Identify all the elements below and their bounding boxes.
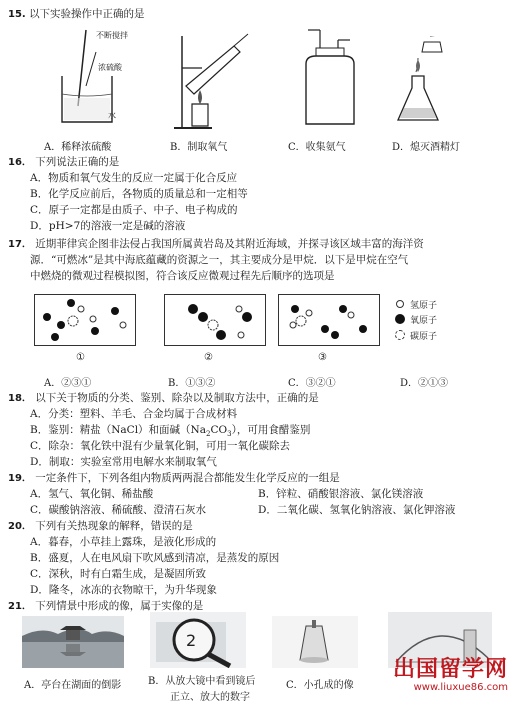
test-tube-icon (186, 46, 240, 94)
collecting-bottle-icon (306, 56, 354, 124)
hydrogen-atom-icon (236, 306, 242, 312)
q18-option-d: D．制取：实验室常用电解水来制取氧气 (30, 456, 217, 468)
q20-option-d: D．隆冬，冰冻的衣物晾干，为升华现象 (30, 584, 217, 596)
q20-number: 20． (8, 521, 32, 532)
q21-stem: 下列情景中形成的像，属于实像的是 (35, 600, 204, 612)
q18-option-a: A．分类：塑料、羊毛、合金均属于合成材料 (30, 408, 238, 420)
q21-caption-a: A．亭台在湖面的倒影 (24, 680, 122, 691)
hydrogen-atom-icon (90, 316, 96, 322)
oxygen-atom-icon (291, 305, 299, 313)
carbon-atom-icon (296, 316, 306, 326)
q18-number: 18． (8, 393, 32, 404)
q17-stem-1: 近期菲律宾企图非法侵占我国所属黄岩岛及其附近海域，并探寻该区域丰富的海洋资 (35, 238, 424, 250)
legend-oxygen: 氧原子 (410, 316, 438, 326)
q19-stem: 一定条件下，下列各组内物质两两混合都能发生化学反应的一组是 (35, 472, 340, 484)
q20-option-a: A．暮春，小草挂上露珠，是液化形成的 (30, 536, 217, 548)
carbon-atom-icon (208, 320, 218, 330)
lamp-extinguish-illustration (394, 36, 454, 128)
q18-stem: 以下关于物质的分类、鉴别、除杂以及制取方法中，正确的是 (35, 392, 319, 404)
stopper-icon (316, 48, 344, 56)
oxygen-apparatus-illustration (172, 28, 252, 132)
q17-option-a: A．②③① (44, 378, 92, 389)
box-label-1: ① (76, 352, 85, 363)
q21-number: 21． (8, 601, 32, 612)
q15-number: 15. (8, 9, 26, 20)
q19-number: 19． (8, 473, 32, 484)
pinhole-photo (272, 616, 358, 668)
q15-stem: 以下实验操作中正确的是 (29, 8, 145, 20)
carbon-atom-icon (68, 316, 78, 326)
q16-stem-line (8, 156, 119, 169)
q18-stem-line (8, 392, 319, 405)
gas-bottle-illustration (298, 28, 362, 128)
reaction-box-1 (34, 294, 136, 346)
reaction-box-3 (278, 294, 380, 346)
q16-number: 16． (8, 157, 32, 168)
q21-caption-c: C．小孔成的像 (286, 680, 354, 691)
q17-stem-2: 源．“可燃冰”是其中海底蕴藏的资源之一，其主要成分是甲烷．以下是甲烷在空气 (30, 254, 409, 266)
lamp-cap-icon (422, 42, 442, 52)
molecule-diagram-1 (35, 295, 137, 347)
watermark-text: 出国留学网 (392, 657, 508, 682)
q17-option-d: D．②①③ (400, 378, 449, 389)
magnifier-photo (150, 612, 246, 668)
q20-option-b: B．盛夏，人在电风扇下吹风感到清凉，是蒸发的原因 (30, 552, 280, 564)
box-label-2: ② (204, 352, 213, 363)
q17-stem-line-1 (8, 238, 424, 251)
q15-option-a: A．稀释浓硫酸 (44, 142, 112, 153)
q20-option-c: C．深秋，时有白霜生成，是凝固所致 (30, 568, 207, 580)
legend-carbon: 碳原子 (410, 332, 438, 342)
flame-icon (198, 90, 202, 104)
q21-caption-b-line-2: 正立、放大的数字 (170, 692, 250, 703)
q18-option-b: B．鉴别：精盐（NaCl）和面碱$(Na_2CO_3)$，可用食醋鉴别 (30, 424, 311, 439)
q16-option-a: A．物质和氧气发生的反应一定属于化合反应 (30, 172, 238, 184)
legend-hydrogen: 氢原子 (410, 301, 438, 311)
oxygen-atom-icon (395, 314, 405, 324)
q17-option-c: C．③②① (288, 378, 336, 389)
q18-option-c: C．除杂：氧化铁中混有少量氧化铜，可用一氧化碳除去 (30, 440, 291, 452)
q21-caption-b-line-1: B．从放大镜中看到镜后 (148, 676, 256, 687)
q15-stem-line (8, 8, 145, 21)
hydrogen-atom-icon (306, 310, 312, 316)
svg-text:2: 2 (186, 631, 197, 650)
hydrogen-atom-icon (396, 300, 404, 308)
box-label-3: ③ (318, 352, 327, 363)
q19-option-b: B．锌粒、硝酸银溶液、氯化镁溶液 (258, 488, 424, 500)
q19-option-a: A．氢气、氧化铜、稀盐酸 (30, 488, 154, 500)
q17-stem-3: 中燃烧的微观过程模拟图，符合该反应微观过程先后顺序的选项是 (30, 270, 335, 282)
q16-option-c: C．原子一定都是由质子、中子、电子构成的 (30, 204, 238, 216)
q16-stem: 下列说法正确的是 (35, 156, 120, 168)
q15-option-b: B．制取氧气 (170, 142, 228, 153)
label-water: 水 (108, 111, 116, 120)
oxygen-atom-icon (188, 304, 198, 314)
q19-option-d: D．二氧化碳、氢氧化钠溶液、氯化钾溶液 (258, 504, 456, 516)
oxygen-atom-icon (43, 313, 51, 321)
q16-option-b: B．化学反应前后，各物质的质量总和一定相等 (30, 188, 248, 200)
q15-option-c: C．收集氨气 (288, 142, 346, 153)
q17-number: 17． (8, 239, 32, 250)
glass-rod-icon (78, 30, 86, 106)
carbon-atom-icon (395, 330, 405, 340)
q19-stem-line (8, 472, 340, 485)
molecule-diagram-2 (165, 295, 267, 347)
pour-stream-icon (86, 52, 96, 86)
label-stir: 不断搅拌 (96, 31, 128, 40)
alcohol-lamp-icon (192, 104, 208, 126)
q20-stem-line (8, 520, 193, 533)
pavilion-reflection-photo (22, 616, 124, 668)
q20-stem: 下列有关热现象的解释，错误的是 (35, 520, 193, 532)
site-watermark (393, 658, 508, 693)
q17-option-b: B．①③② (168, 378, 216, 389)
molecule-diagram-3 (279, 295, 381, 347)
q16-option-d: D．pH>7的溶液一定是碱的溶液 (30, 220, 186, 232)
watermark-url: www.liuxue86.com (413, 682, 508, 693)
reaction-box-2 (164, 294, 266, 346)
label-acid: 浓硫酸 (98, 63, 122, 72)
q15-option-d: D．熄灭酒精灯 (392, 142, 461, 153)
q19-option-c: C．碳酸钠溶液、稀硫酸、澄清石灰水 (30, 504, 207, 516)
